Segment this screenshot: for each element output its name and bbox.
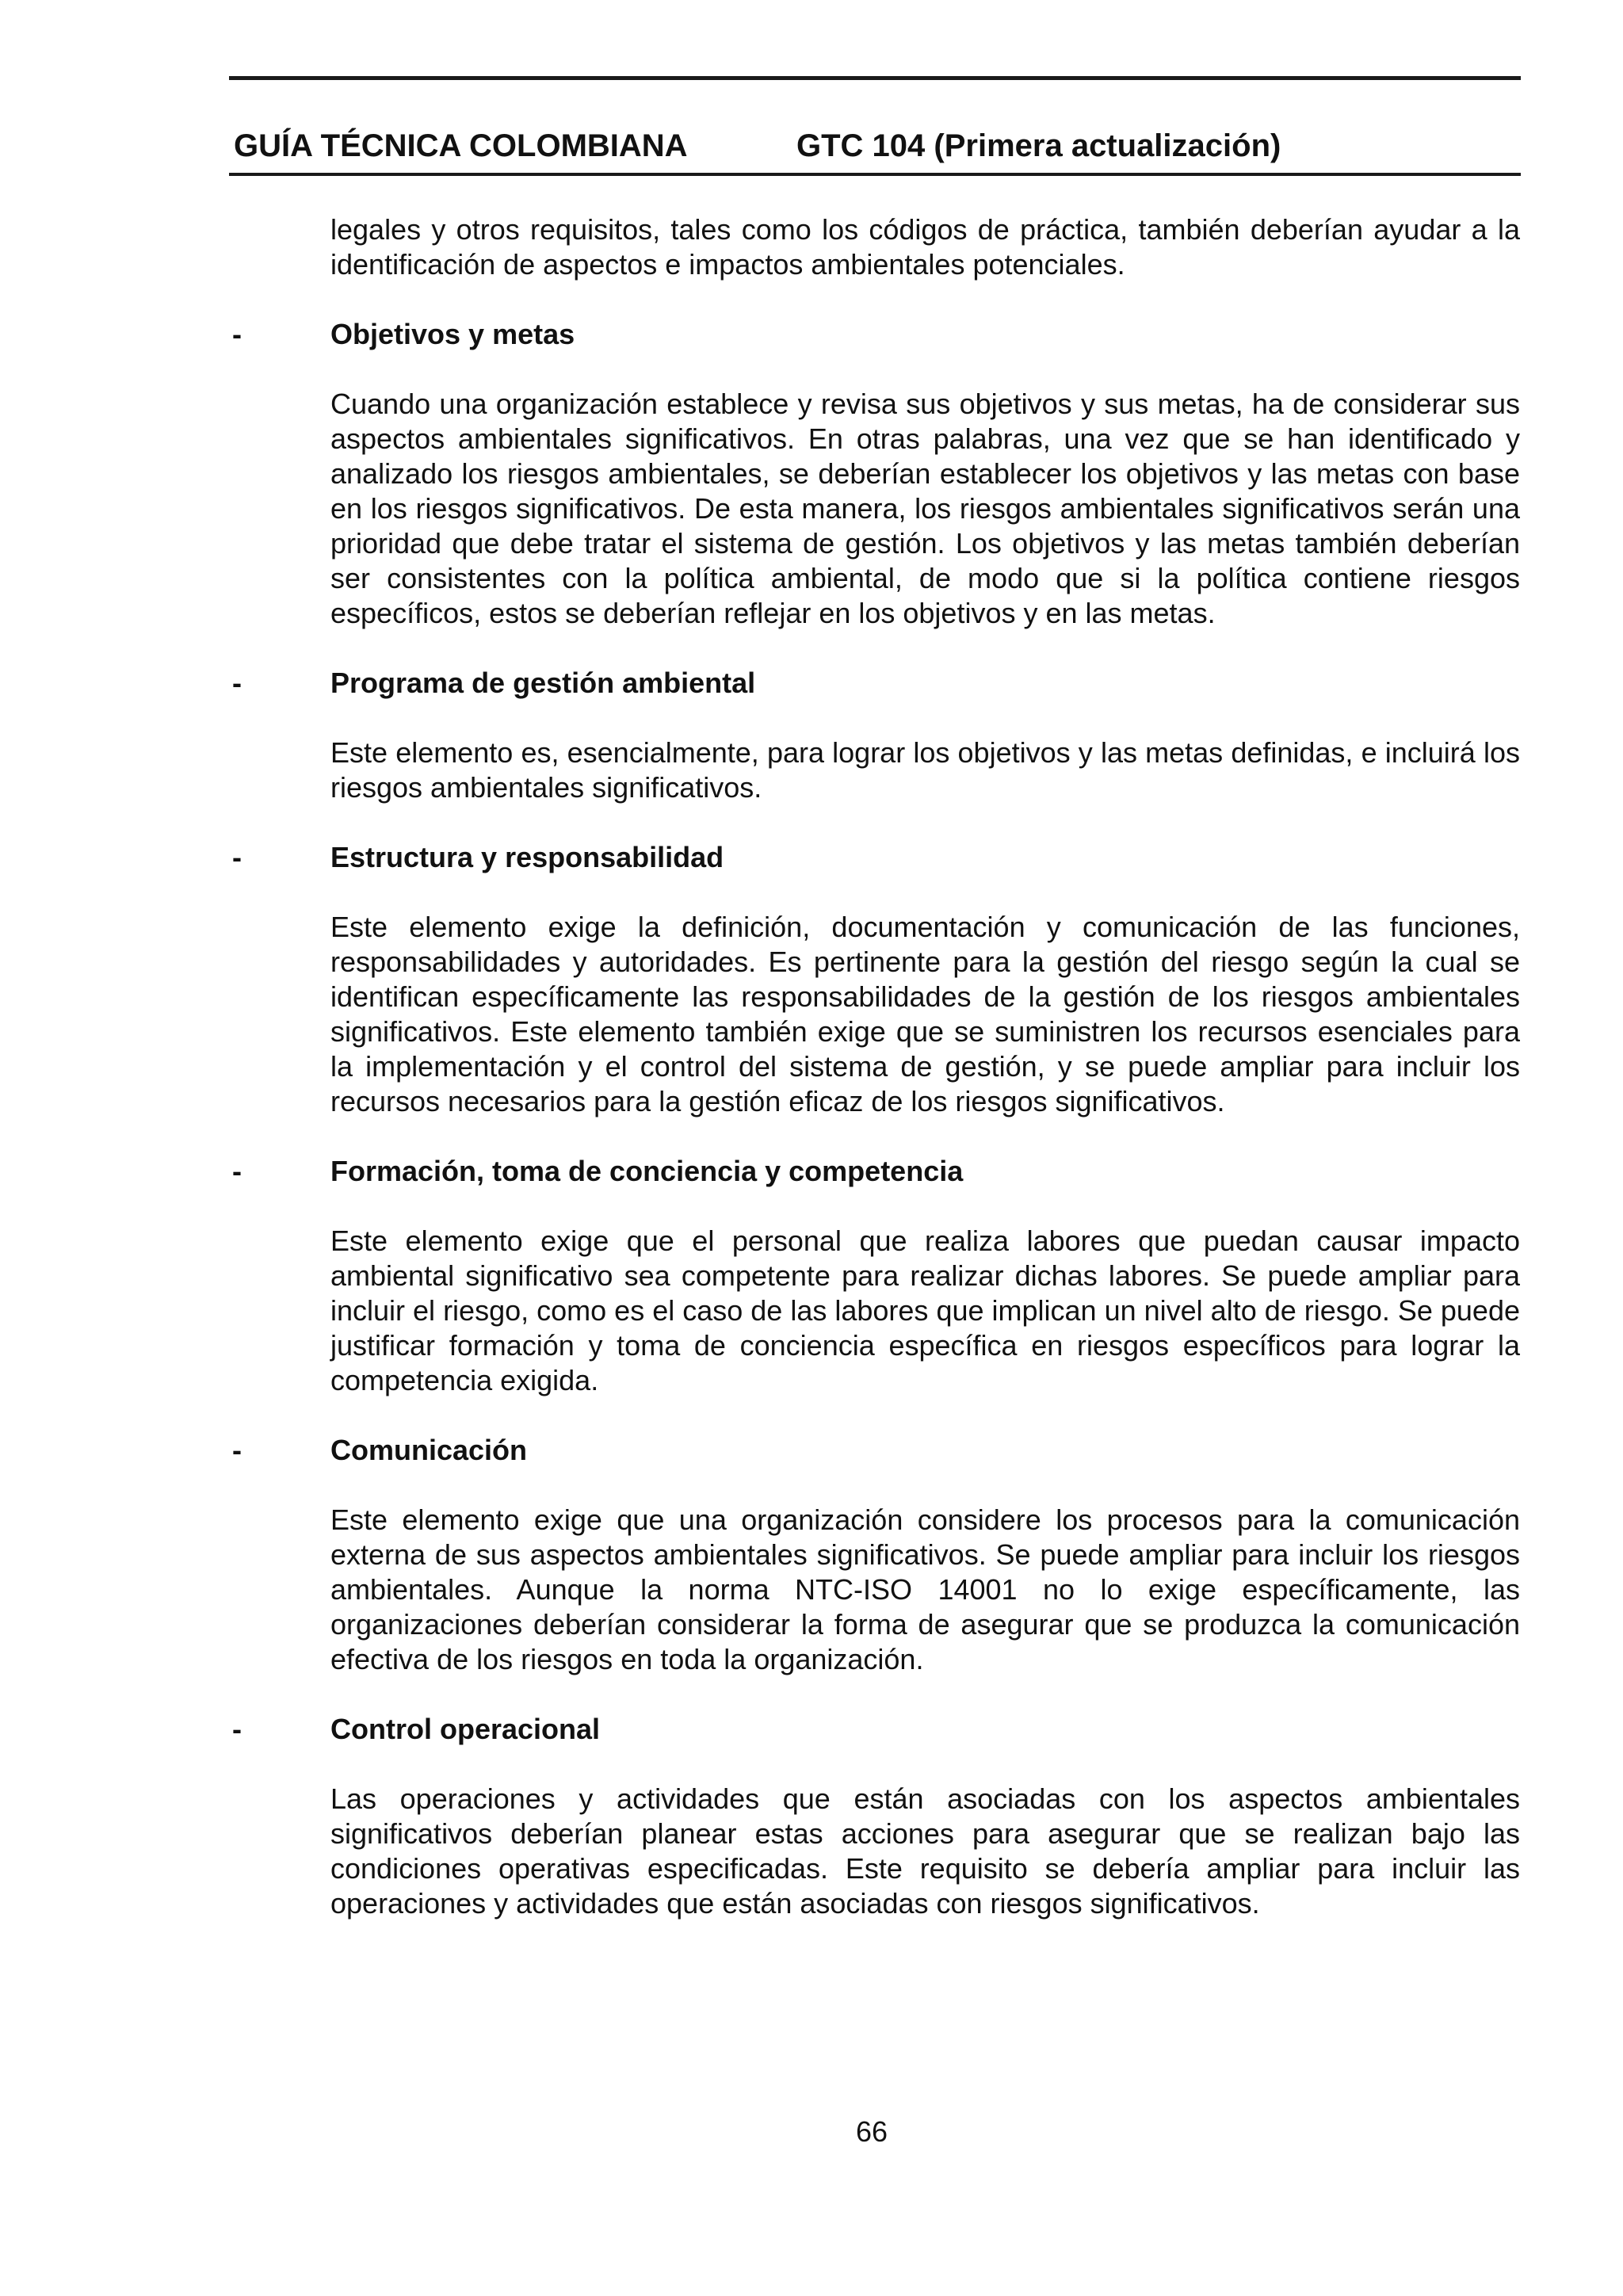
section-bullet-dash: - — [232, 318, 242, 350]
section-bullet-dash: - — [232, 1713, 242, 1745]
section-heading-objetivos — [229, 317, 1521, 352]
header-guide-title: GUÍA TÉCNICA COLOMBIANA — [234, 128, 688, 163]
intro-paragraph: legales y otros requisitos, tales como los códigos de práctica, también deberían ayudar a la identificación de aspectos e impactos ambientales potenciales. — [330, 213, 1520, 281]
section-bullet-dash: - — [232, 841, 242, 873]
page-content — [229, 212, 1521, 1921]
section-title: Objetivos y metas — [330, 318, 575, 350]
section-bullet-dash: - — [232, 667, 242, 699]
section-title: Programa de gestión ambiental — [330, 667, 756, 699]
header-standard-code: GTC 104 (Primera actualización) — [796, 128, 1281, 163]
header-bottom-rule — [229, 173, 1521, 176]
section-title: Formación, toma de conciencia y competencia — [330, 1155, 964, 1187]
page-number — [0, 2115, 1623, 2149]
section-body-objetivos: Cuando una organización establece y revisa sus objetivos y sus metas, ha de considerar sus aspectos ambientales significativos. En otras palabras, una vez que se han identificado y analizado los riesgos ambientales, se deberían establecer los objetivos y las metas con base en los riesgos significativos. De esta manera, los riesgos ambientales significativos serán una prioridad que debe tratar el sistema de gestión. Los objetivos y las metas también deberían ser consistentes con la política ambiental, de modo que si la política contiene riesgos específicos, estos se deberían reflejar en los objetivos y en las metas. — [330, 388, 1520, 629]
section-title: Control operacional — [330, 1713, 601, 1745]
section-heading-programa — [229, 666, 1521, 701]
section-heading-control — [229, 1712, 1521, 1747]
section-heading-estructura — [229, 840, 1521, 875]
section-bullet-dash: - — [232, 1434, 242, 1466]
section-bullet-dash: - — [232, 1155, 242, 1187]
section-body-comunicacion: Este elemento exige que una organización considere los procesos para la comunicación externa de sus aspectos ambientales significativos. Se puede ampliar para incluir los riesgos ambientales. Aunque la norma NTC-ISO 14001 no lo exige específicamente, las organizaciones deberían considerar la forma de asegurar que se produzca la comunicación efectiva de los riesgos en toda la organización. — [330, 1503, 1520, 1675]
section-body-control: Las operaciones y actividades que están asociadas con los aspectos ambientales significativos deberían planear estas acciones para asegurar que se realizan bajo las condiciones operativas especificadas. Este requisito se debería ampliar para incluir las operaciones y actividades que están asociadas con riesgos significativos. — [330, 1782, 1520, 1920]
section-title: Comunicación — [330, 1434, 528, 1466]
section-title: Estructura y responsabilidad — [330, 841, 724, 873]
section-body-programa: Este elemento es, esencialmente, para lograr los objetivos y las metas definidas, e incluirá los riesgos ambientales significativos. — [330, 736, 1520, 804]
section-heading-comunicacion — [229, 1433, 1521, 1468]
section-body-estructura: Este elemento exige la definición, documentación y comunicación de las funciones, responsabilidades y autoridades. Es pertinente para la gestión del riesgo según la cual se identifican específicamente las responsabilidades de la gestión de los riesgos ambientales significativos. Este elemento también exige que se suministren los recursos esenciales para la implementación y el control del sistema de gestión, y se puede ampliar para incluir los recursos necesarios para la gestión eficaz de los riesgos significativos. — [330, 911, 1520, 1117]
header-top-rule — [229, 76, 1521, 80]
section-heading-formacion — [229, 1154, 1521, 1189]
section-body-formacion: Este elemento exige que el personal que realiza labores que puedan causar impacto ambiental significativo sea competente para realizar dichas labores. Se puede ampliar para incluir el riesgo, como es el caso de las labores que implican un nivel alto de riesgo. Se puede justificar formación y toma de conciencia específica en riesgos específicos para lograr la competencia exigida. — [330, 1224, 1520, 1396]
page-number-text: 66 — [855, 2115, 888, 2148]
